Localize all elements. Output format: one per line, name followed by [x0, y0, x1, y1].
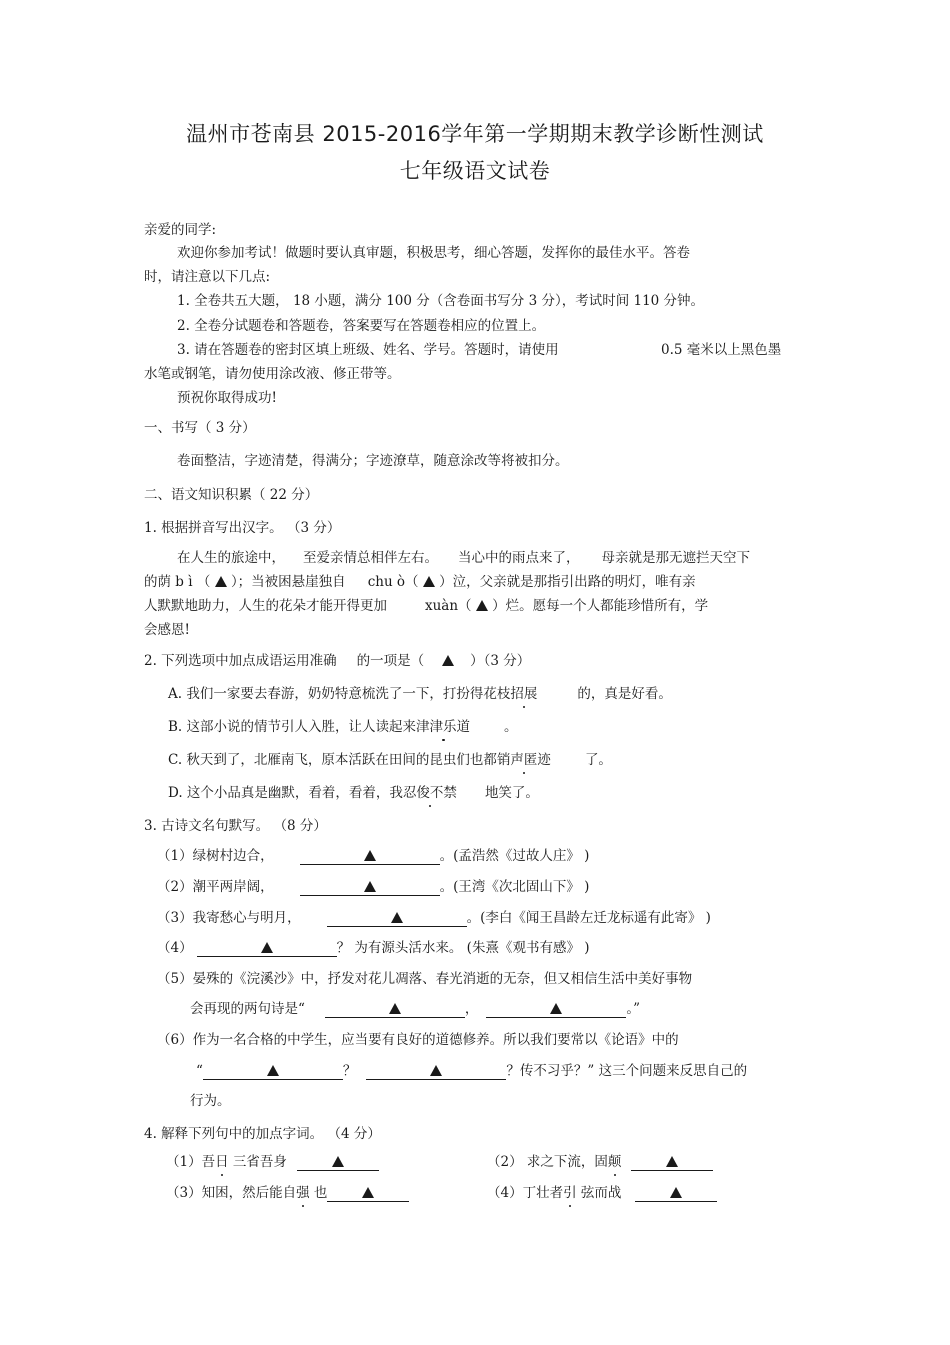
answer-blank[interactable] — [297, 1154, 379, 1171]
answer-blank[interactable] — [197, 940, 337, 957]
q4-item-3: （3）知困，然后能自强 也 — [166, 1183, 409, 1203]
answer-triangle-icon — [670, 1187, 682, 1198]
notice-3-end: 水笔或钢笔，请勿使用涂改液、修正带等。 — [144, 366, 401, 382]
notice-3-cont: 0.5 毫米以上黑色墨 — [661, 342, 782, 358]
notice-1: 1. 全卷共五大题， 18 小题，满分 100 分（含卷面书写分 3 分），考试时间 110 分钟。 — [177, 293, 705, 309]
section2-heading: 二、语文知识积累（ 22 分） — [144, 487, 319, 503]
q1-text: 在人生的旅途中， 至爱亲情总相伴左右。 当心中的雨点来了， 母亲就是那无遮拦天空下 — [177, 550, 750, 566]
section1-body: 卷面整洁，字迹清楚，得满分；字迹潦草，随意涂改等将被扣分。 — [177, 453, 569, 469]
answer-triangle-icon — [215, 576, 227, 587]
q3-poem-6: （6）作为一名合格的中学生，应当要有良好的道德修养。所以我们要常以《论语》中的 — [157, 1032, 679, 1048]
answer-blank[interactable] — [300, 848, 440, 865]
q4-item-1: （1）吾日 三省吾身 — [166, 1152, 379, 1172]
exam-subtitle: 七年级语文试卷 — [399, 159, 551, 183]
q3-poem-5: （5）晏殊的《浣溪沙》中，抒发对花儿凋落、春光消逝的无奈，但又相信生活中美好事物 — [157, 971, 693, 987]
answer-triangle-icon — [550, 1003, 562, 1014]
answer-blank[interactable] — [486, 1001, 626, 1018]
answer-triangle-icon — [442, 655, 454, 666]
exam-title: 温州市苍南县 2015-2016学年第一学期期末教学诊断性测试 — [186, 122, 764, 146]
greeting: 亲爱的同学: — [144, 222, 217, 238]
answer-blank[interactable] — [325, 1001, 465, 1018]
notice-2: 2. 全卷分试题卷和答题卷，答案要写在答题卷相应的位置上。 — [177, 318, 546, 334]
answer-triangle-icon — [362, 1187, 374, 1198]
q4-stem: 4. 解释下列句中的加点字词。 （4 分） — [144, 1126, 381, 1142]
answer-blank[interactable] — [631, 1154, 713, 1171]
answer-blank[interactable] — [327, 910, 467, 927]
answer-triangle-icon — [267, 1065, 279, 1076]
answer-blank[interactable] — [366, 1063, 506, 1080]
q1-text-2: 的荫 b ì （ ）；当被困悬崖独自 chu ò（ ）泣，父亲就是那指引出路的明灯，唯有亲 — [144, 574, 696, 590]
section1-heading: 一、书写（ 3 分） — [144, 420, 256, 436]
answer-triangle-icon — [261, 942, 273, 953]
q2-option-a: A. 我们一家要去春游，奶奶特意梳洗了一下，打扮得花枝招展 的，真是好看。 — [168, 686, 672, 702]
answer-triangle-icon — [476, 600, 488, 611]
q2-option-c: C. 秋天到了，北雁南飞，原本活跃在田间的昆虫们也都销声匿迹 了。 — [168, 752, 612, 768]
q1-stem: 1. 根据拼音写出汉字。 （3 分） — [144, 520, 341, 536]
answer-triangle-icon — [423, 576, 435, 587]
q3-poem-1: （1）绿树村边合， 。(孟浩然《过故人庄》 ) — [157, 848, 590, 864]
q4-item-2: （2） 求之下流，固颠 — [487, 1152, 713, 1172]
answer-blank[interactable] — [635, 1185, 717, 1202]
answer-triangle-icon — [666, 1156, 678, 1167]
answer-triangle-icon — [391, 912, 403, 923]
q4-item-4: （4）丁壮者引 弦而战 — [487, 1183, 717, 1203]
q2-stem: 2. 下列选项中加点成语运用准确 的一项是（ ）（3 分） — [144, 653, 531, 669]
answer-triangle-icon — [332, 1156, 344, 1167]
q2-option-d: D. 这个小品真是幽默，看着，看着，我忍俊不禁 地笑了。 — [168, 785, 539, 801]
answer-triangle-icon — [364, 881, 376, 892]
q3-poem-6-end: 行为。 — [190, 1093, 231, 1109]
answer-triangle-icon — [364, 850, 376, 861]
notice-3: 3. 请在答题卷的密封区填上班级、姓名、学号。答题时，请使用 — [177, 342, 559, 358]
q1-text-4: 会感恩! — [144, 622, 190, 638]
intro-paragraph: 欢迎你参加考试！做题时要认真审题，积极思考，细心答题，发挥你的最佳水平。答卷 — [177, 245, 690, 261]
q3-poem-5-cont: 会再现的两句诗是“ ， 。” — [190, 1001, 641, 1017]
answer-triangle-icon — [430, 1065, 442, 1076]
answer-blank[interactable] — [300, 879, 440, 896]
q3-poem-6-cont: “ ？ ？传不习乎？” 这三个问题来反思自己的 — [196, 1063, 748, 1079]
q3-poem-4: （4） ？ 为有源头活水来。 (朱熹《观书有感》 ) — [157, 940, 590, 956]
q3-stem: 3. 古诗文名句默写。 （8 分） — [144, 818, 327, 834]
q3-poem-3: （3）我寄愁心与明月， 。(李白《闻王昌龄左迁龙标遥有此寄》 ) — [157, 910, 711, 926]
answer-triangle-icon — [389, 1003, 401, 1014]
answer-blank[interactable] — [327, 1185, 409, 1202]
good-luck: 预祝你取得成功! — [177, 390, 277, 406]
q1-text-3: 人默默地助力，人生的花朵才能开得更加 xuàn（ ）烂。愿每一个人都能珍惜所有，学 — [144, 598, 709, 614]
intro-paragraph-cont: 时，请注意以下几点: — [144, 269, 271, 285]
answer-blank[interactable] — [203, 1063, 343, 1080]
q2-option-b: B. 这部小说的情节引人入胜，让人读起来津津乐道 。 — [168, 719, 518, 735]
q3-poem-2: （2）潮平两岸阔， 。(王湾《次北固山下》 ) — [157, 879, 590, 895]
